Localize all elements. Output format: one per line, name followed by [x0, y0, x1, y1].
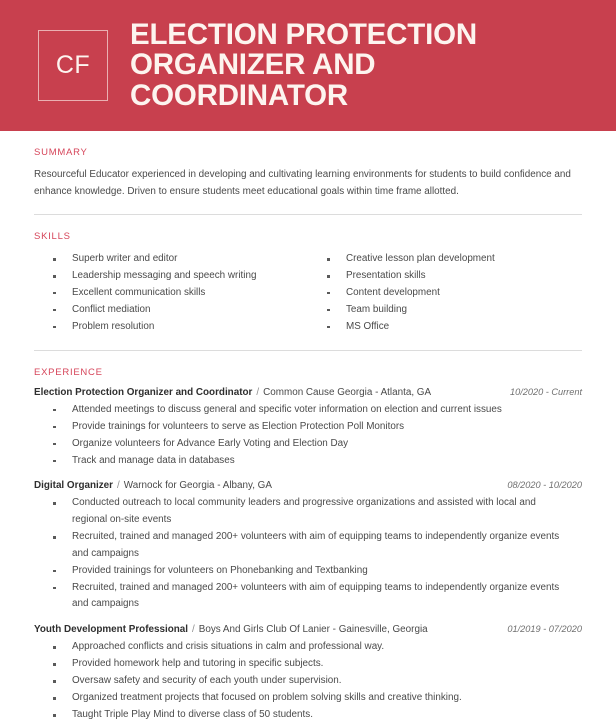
job-dates: 08/2020 - 10/2020 — [507, 480, 582, 491]
experience-entry-header — [34, 480, 582, 491]
list-item: Team building — [308, 302, 582, 318]
section-heading-summary: SUMMARY — [34, 147, 88, 158]
list-item: Organize volunteers for Advance Early Voting and Election Day — [34, 436, 582, 453]
job-title: Youth Development Professional — [34, 624, 189, 636]
job-separator: / — [256, 386, 260, 398]
skills-list-left — [34, 251, 308, 335]
section-heading-skills: SKILLS — [34, 231, 71, 242]
section-heading-experience: EXPERIENCE — [34, 366, 103, 378]
list-item: Recruited, trained and managed 200+ volunteers with aim of equipping teams to independently organize events and campaigns — [34, 580, 582, 613]
resume-body — [0, 131, 616, 724]
list-item: Track and manage data in databases — [34, 453, 582, 470]
list-item: Oversaw safety and security of each youth under supervision. — [34, 673, 582, 690]
list-item: MS Office — [308, 319, 582, 335]
list-item: Organized treatment projects that focused on problem solving skills and creative thinking. — [34, 690, 582, 707]
list-item: Problem resolution — [34, 319, 308, 335]
list-item: Provided trainings for volunteers on Phonebanking and Textbanking — [34, 563, 582, 580]
job-company: Common Cause Georgia - Atlanta, GA — [263, 386, 432, 398]
experience-entry — [34, 387, 582, 470]
experience-headline — [34, 387, 431, 398]
list-item: Conducted outreach to local community leaders and progressive organizations and assisted with local and regional on-site events — [34, 495, 582, 528]
list-item: Excellent communication skills — [34, 285, 308, 301]
job-separator: / — [117, 480, 120, 492]
experience-entry-header — [34, 387, 582, 398]
experience-headline — [34, 624, 428, 635]
section-experience — [34, 351, 582, 724]
list-item: Creative lesson plan development — [308, 251, 582, 267]
job-responsibilities — [34, 495, 582, 613]
list-item: Approached conflicts and crisis situations in calm and professional way. — [34, 639, 582, 656]
summary-text: Resourceful Educator experienced in developing and cultivating learning environments for students to build confidence and enhance knowledge. Driven to ensure students meet educational goals within time frame allotted. — [34, 169, 571, 197]
experience-entry — [34, 480, 582, 613]
list-item: Taught Triple Play Mind to diverse class of 50 students. — [34, 707, 582, 724]
job-dates: 10/2020 - Current — [509, 386, 582, 397]
list-item: Provided homework help and tutoring in specific subjects. — [34, 656, 582, 673]
job-separator: / — [192, 624, 195, 636]
list-item: Presentation skills — [308, 268, 582, 284]
list-item: Superb writer and editor — [34, 251, 308, 267]
monogram-initials: CF — [55, 51, 91, 79]
resume-header — [0, 0, 616, 131]
section-skills — [34, 215, 582, 336]
job-company: Boys And Girls Club Of Lanier - Gainesville, Georgia — [198, 624, 428, 636]
skills-columns — [34, 251, 582, 336]
monogram-badge — [38, 30, 108, 101]
skills-list-right — [308, 251, 582, 335]
skills-column-right — [308, 251, 582, 336]
job-company: Warnock for Georgia - Albany, GA — [123, 480, 272, 492]
experience-headline — [34, 480, 272, 491]
job-responsibilities — [34, 639, 582, 724]
job-responsibilities — [34, 402, 582, 470]
list-item: Provide trainings for volunteers to serve as Election Protection Poll Monitors — [34, 419, 582, 436]
list-item: Leadership messaging and speech writing — [34, 268, 308, 284]
list-item: Attended meetings to discuss general and specific voter information on election and current issues — [34, 402, 582, 419]
experience-entry — [34, 624, 582, 724]
list-item: Recruited, trained and managed 200+ volunteers with aim of equipping teams to independently organize events and campaigns — [34, 529, 582, 562]
skills-column-left — [34, 251, 308, 336]
experience-entry-header — [34, 624, 582, 635]
job-dates: 01/2019 - 07/2020 — [507, 624, 582, 635]
page-title: ELECTION PROTECTION ORGANIZER AND COORDINATOR — [130, 17, 477, 112]
section-summary — [34, 131, 582, 200]
job-title: Election Protection Organizer and Coordinator — [34, 386, 253, 398]
list-item: Content development — [308, 285, 582, 301]
list-item: Conflict mediation — [34, 302, 308, 318]
job-title: Digital Organizer — [34, 480, 114, 492]
